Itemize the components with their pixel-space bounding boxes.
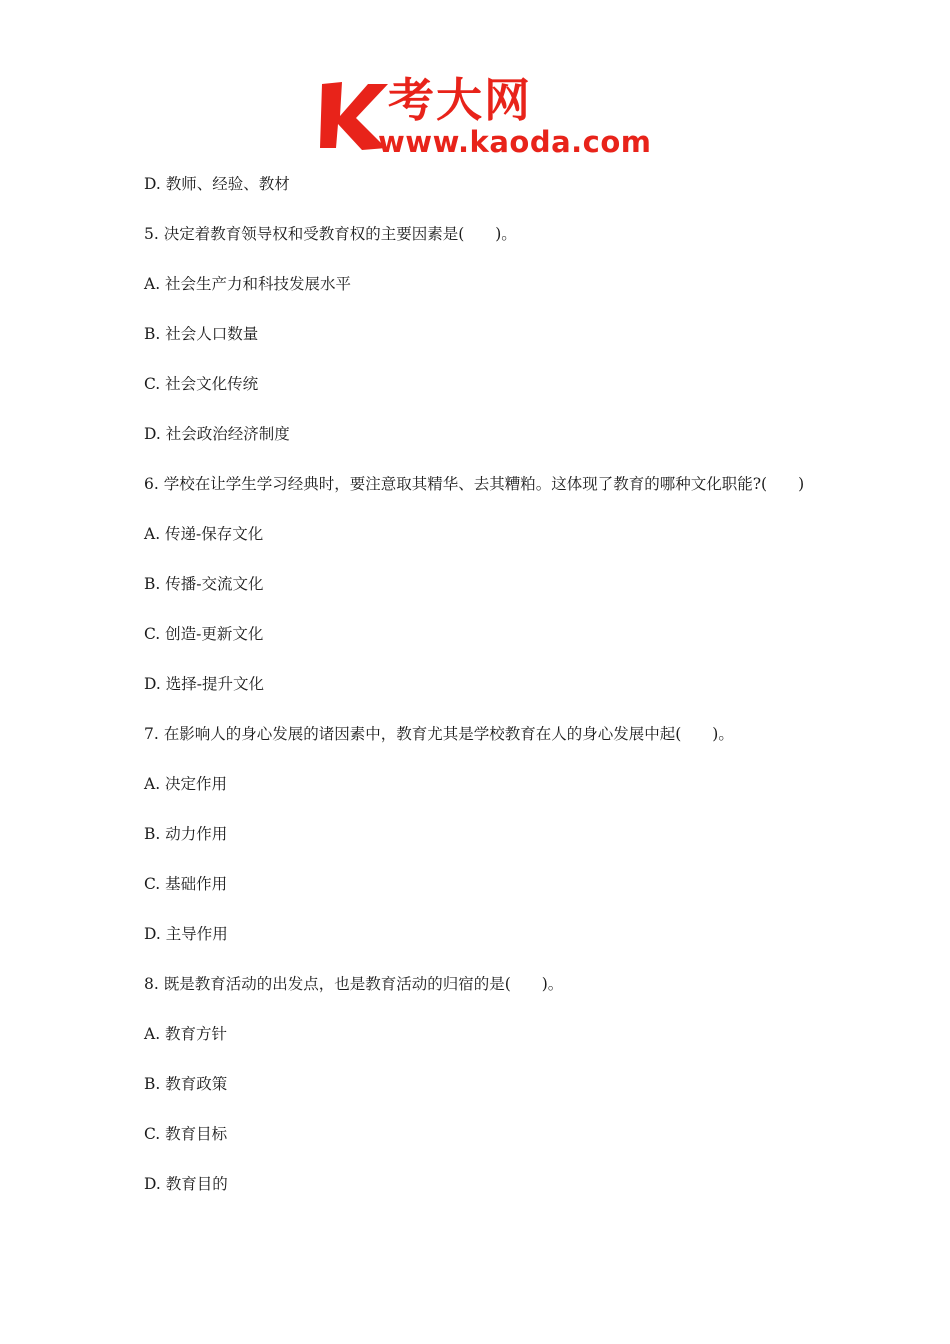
option-c-q6: C. 创造-更新文化 <box>144 625 264 643</box>
option-d-q6: D. 选择-提升文化 <box>144 675 264 693</box>
option-d-q5: D. 社会政治经济制度 <box>144 425 290 443</box>
option-b-q8: B. 教育政策 <box>144 1075 228 1093</box>
option-c-q8: C. 教育目标 <box>144 1125 228 1143</box>
logo-brand-name: 考大网 <box>388 73 532 127</box>
option-a-q8: A. 教育方针 <box>144 1025 228 1043</box>
option-c-q7: C. 基础作用 <box>144 875 228 893</box>
question-list <box>144 172 814 1222</box>
option-b-q5: B. 社会人口数量 <box>144 325 259 343</box>
option-a-q5: A. 社会生产力和科技发展水平 <box>144 275 352 293</box>
option-c-q5: C. 社会文化传统 <box>144 375 259 393</box>
option-a-q7: A. 决定作用 <box>144 775 228 793</box>
logo-brand-url: www.kaoda.com <box>378 125 652 159</box>
option-d-q4: D. 教师、经验、教材 <box>144 175 290 193</box>
option-b-q6: B. 传播-交流文化 <box>144 575 264 593</box>
option-d-q8: D. 教育目的 <box>144 1175 228 1193</box>
question-5: 5. 决定着教育领导权和受教育权的主要因素是( )。 <box>144 225 517 243</box>
option-a-q6: A. 传递-保存文化 <box>144 525 264 543</box>
kaoda-logo <box>318 73 652 160</box>
question-8: 8. 既是教育活动的出发点，也是教育活动的归宿的是( )。 <box>144 975 564 993</box>
question-6: 6. 学校在让学生学习经典时，要注意取其精华、去其糟粕。这体现了教育的哪种文化职能?( ) <box>144 475 805 493</box>
option-b-q7: B. 动力作用 <box>144 825 228 843</box>
option-d-q7: D. 主导作用 <box>144 925 228 943</box>
question-7: 7. 在影响人的身心发展的诸因素中，教育尤其是学校教育在人的身心发展中起( )。 <box>144 725 734 743</box>
